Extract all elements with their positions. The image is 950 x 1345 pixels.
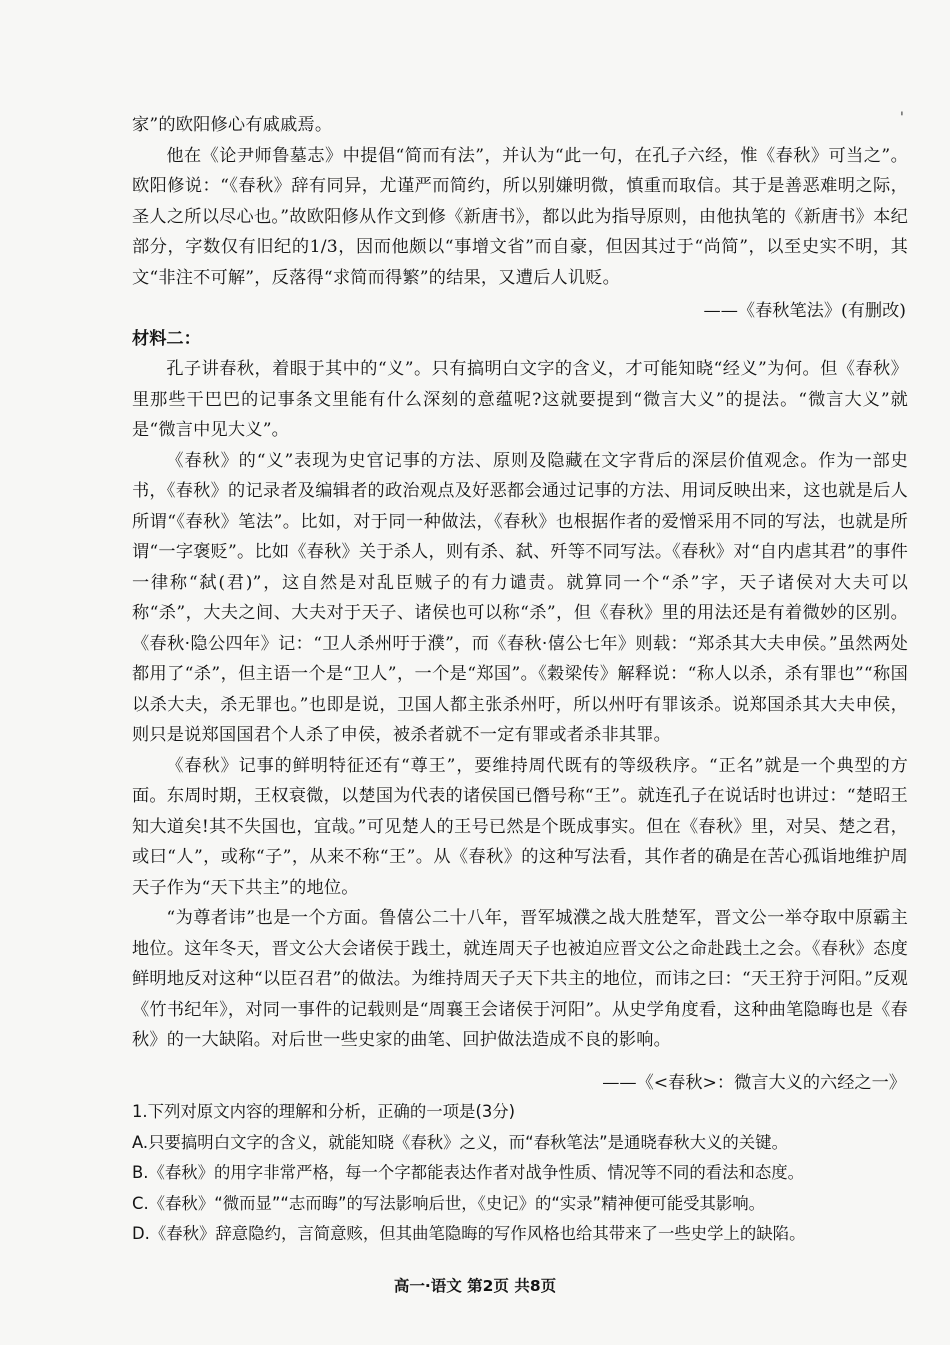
material-two-paragraph-2: 《春秋》的“义”表现为史官记事的方法、原则及隐藏在文字背后的深层价值观念。作为一部史书，《春秋》的记录者及编辑者的政治观点及好恶都会通过记事的方法、用词反映出来，这也就是后人所谓“《春秋》笔法”。比如，对于同一种做法，《春秋》也根据作者的爱憎采用不同的写法，也就是所谓“一字褒贬”。比如《春秋》关于杀人，则有杀、弑、歼等不同写法。《春秋》对“自内虐其君”的事件一律称“弑(君)”，这自然是对乱臣贼子的有力谴责。就算同一个“杀”字，天子诸侯对大夫可以称“杀”，大夫之间、大夫对于天子、诸侯也可以称“杀”，但《春秋》里的用法还是有着微妙的区别。《春秋·隐公四年》记：“卫人杀州吁于濮”，而《春秋·僖公七年》则载：“郑杀其大夫申侯。”虽然两处都用了“杀”，但主语一个是“卫人”，一个是“郑国”。《穀梁传》解释说：“称人以杀，杀有罪也”“称国以杀大夫，杀无罪也。”也即是说，卫国人都主张杀州吁，所以州吁有罪该杀。说郑国杀其大夫申侯，则只是说郑国国君个人杀了申侯，被杀者就不一定有罪或者杀非其罪。 xyxy=(132,450,908,745)
material-two-heading: 材料二： xyxy=(132,329,201,349)
material-one-source: ——《春秋笔法》(有删改) xyxy=(703,301,906,321)
material-two-paragraph-1: 孔子讲春秋，着眼于其中的“义”。只有搞明白文字的含义，才可能知晓“经义”为何。但《春秋》里那些干巴巴的记事条文里能有什么深刻的意蕴呢?这就要提到“微言大义”的提法。“微言大义”就是“微言中见大义”。 xyxy=(132,359,908,440)
material-one-paragraph-1: 家”的欧阳修心有戚戚焉。 xyxy=(132,115,333,135)
question-one xyxy=(132,1097,922,1250)
option-d[interactable]: D.《春秋》辞意隐约，言简意赅，但其曲笔隐晦的写作风格也给其带来了一些史学上的缺陷。 xyxy=(132,1224,806,1243)
material-one-paragraph-2: 他在《论尹师鲁墓志》中提倡“简而有法”，并认为“此一句，在孔子六经，惟《春秋》可当之”。欧阳修说：“《春秋》辞有同异，尤谨严而简约，所以别嫌明微，慎重而取信。其于是善恶难明之际，圣人之所以尽心也。”故欧阳修从作文到修《新唐书》，都以此为指导原则，由他执笔的《新唐书》本纪部分，字数仅有旧纪的1/3，因而他颇以“事增文省”而自豪，但因其过于“尚简”，以至史实不明，其文“非注不可解”，反落得“求简而得繁”的结果，又遭后人讥贬。 xyxy=(132,145,908,288)
option-c[interactable]: C.《春秋》“微而显”“志而晦”的写法影响后世，《史记》的“实录”精神便可能受其影响。 xyxy=(132,1193,766,1213)
material-two-paragraph-4: “为尊者讳”也是一个方面。鲁僖公二十八年，晋军城濮之战大胜楚军，晋文公一举夺取中原霸主地位。这年冬天，晋文公大会诸侯于践土，就连周天子也被迫应晋文公之命赴践土之会。《春秋》态度鲜明地反对这种“以臣召君”的做法。为维持周天子天下共主的地位，而讳之曰：“天王狩于河阳。”反观《竹书纪年》，对同一事件的记载则是“周襄王会诸侯于河阳”。从史学角度看，这种曲笔隐晦也是《春秋》的一大缺陷。对后世一些史家的曲笔、回护做法造成不良的影响。 xyxy=(132,908,908,1050)
material-two-text xyxy=(132,354,908,1056)
option-a[interactable]: A.只要搞明白文字的含义，就能知晓《春秋》之义，而“春秋笔法”是通晓春秋大义的关键。 xyxy=(132,1132,788,1152)
option-b[interactable]: B.《春秋》的用字非常严格，每一个字都能表达作者对战争性质、情况等不同的看法和态度。 xyxy=(132,1163,805,1182)
question-stem: 1.下列对原文内容的理解和分析，正确的一项是(3分) xyxy=(132,1102,516,1121)
page-footer: 高一·语文 第2页 共8页 xyxy=(393,1277,557,1295)
material-one-text xyxy=(132,110,908,293)
material-two-source: ——《<春秋>：微言大义的六经之一》 xyxy=(602,1073,906,1093)
material-two-paragraph-3: 《春秋》记事的鲜明特征还有“尊王”，要维持周代既有的等级秩序。“正名”就是一个典型的方面。东周时期，王权衰微，以楚国为代表的诸侯国已僭号称“王”。就连孔子在说话时也讲过：“楚昭王知大道矣!其不失国也，宜哉。”可见楚人的王号已然是个既成事实。但在《春秋》里，对吴、楚之君，或曰“人”，或称“子”，从来不称“王”。从《春秋》的这种写法看，其作者的确是在苦心孤诣地维护周天子作为“天下共主”的地位。 xyxy=(132,755,908,898)
margin-mark: ' xyxy=(900,110,904,126)
